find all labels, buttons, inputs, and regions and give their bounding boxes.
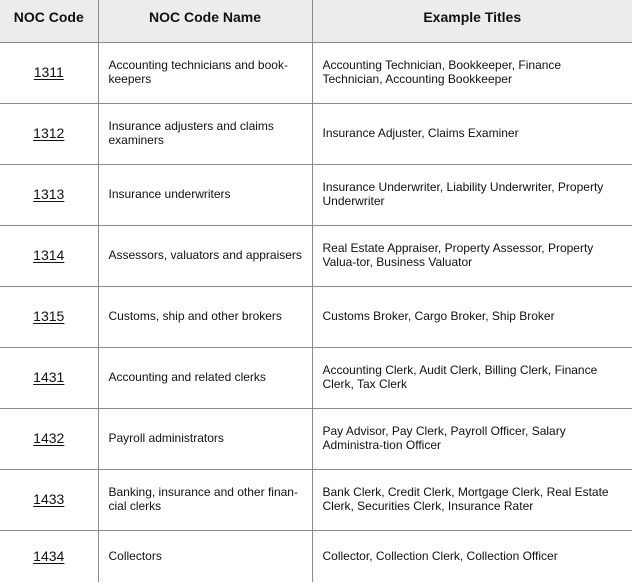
table-row bbox=[0, 42, 632, 103]
example-titles-cell: Insurance Underwriter, Liability Underwriter, Property Underwriter bbox=[312, 164, 632, 225]
table-row bbox=[0, 530, 632, 582]
table-row bbox=[0, 164, 632, 225]
noc-name-cell: Insurance adjusters and claims examiners bbox=[98, 103, 312, 164]
noc-name-cell: Assessors, valuators and appraisers bbox=[98, 225, 312, 286]
header-example-titles: Example Titles bbox=[312, 0, 632, 42]
noc-code-cell bbox=[0, 469, 98, 530]
noc-name-cell: Payroll administrators bbox=[98, 408, 312, 469]
noc-code-cell bbox=[0, 164, 98, 225]
table-row bbox=[0, 408, 632, 469]
noc-code-link[interactable]: 1432 bbox=[33, 429, 65, 446]
noc-code-link[interactable]: 1315 bbox=[33, 307, 65, 324]
noc-code-cell bbox=[0, 408, 98, 469]
example-titles-cell: Insurance Adjuster, Claims Examiner bbox=[312, 103, 632, 164]
noc-code-cell bbox=[0, 42, 98, 103]
noc-code-cell bbox=[0, 347, 98, 408]
header-noc-code-name: NOC Code Name bbox=[98, 0, 312, 42]
noc-code-cell bbox=[0, 225, 98, 286]
example-titles-cell: Real Estate Appraiser, Property Assessor, Property Valua-tor, Business Valuator bbox=[312, 225, 632, 286]
table-row bbox=[0, 469, 632, 530]
example-titles-cell: Pay Advisor, Pay Clerk, Payroll Officer, Salary Administra-tion Officer bbox=[312, 408, 632, 469]
table-row bbox=[0, 103, 632, 164]
table-row bbox=[0, 225, 632, 286]
noc-name-cell: Accounting technicians and book-keepers bbox=[98, 42, 312, 103]
noc-code-link[interactable]: 1314 bbox=[33, 246, 65, 263]
header-row bbox=[0, 0, 632, 42]
example-titles-cell: Customs Broker, Cargo Broker, Ship Broker bbox=[312, 286, 632, 347]
table-row bbox=[0, 286, 632, 347]
example-titles-cell: Accounting Clerk, Audit Clerk, Billing Clerk, Finance Clerk, Tax Clerk bbox=[312, 347, 632, 408]
noc-code-link[interactable]: 1434 bbox=[33, 547, 65, 564]
noc-code-cell bbox=[0, 286, 98, 347]
table-row bbox=[0, 347, 632, 408]
noc-code-cell bbox=[0, 530, 98, 582]
noc-code-link[interactable]: 1433 bbox=[33, 490, 65, 507]
header-noc-code: NOC Code bbox=[0, 0, 98, 42]
noc-name-cell: Customs, ship and other brokers bbox=[98, 286, 312, 347]
example-titles-cell: Collector, Collection Clerk, Collection Officer bbox=[312, 530, 632, 582]
noc-code-link[interactable]: 1431 bbox=[33, 368, 65, 385]
table-body bbox=[0, 42, 632, 582]
table-header bbox=[0, 0, 632, 42]
example-titles-cell: Accounting Technician, Bookkeeper, Finance Technician, Accounting Bookkeeper bbox=[312, 42, 632, 103]
noc-name-cell: Collectors bbox=[98, 530, 312, 582]
noc-name-cell: Banking, insurance and other finan-cial clerks bbox=[98, 469, 312, 530]
noc-code-cell bbox=[0, 103, 98, 164]
noc-code-link[interactable]: 1312 bbox=[33, 124, 65, 141]
noc-name-cell: Insurance underwriters bbox=[98, 164, 312, 225]
noc-code-link[interactable]: 1311 bbox=[33, 63, 64, 80]
noc-code-link[interactable]: 1313 bbox=[33, 185, 65, 202]
example-titles-cell: Bank Clerk, Credit Clerk, Mortgage Clerk, Real Estate Clerk, Securities Clerk, Insurance Rater bbox=[312, 469, 632, 530]
noc-name-cell: Accounting and related clerks bbox=[98, 347, 312, 408]
